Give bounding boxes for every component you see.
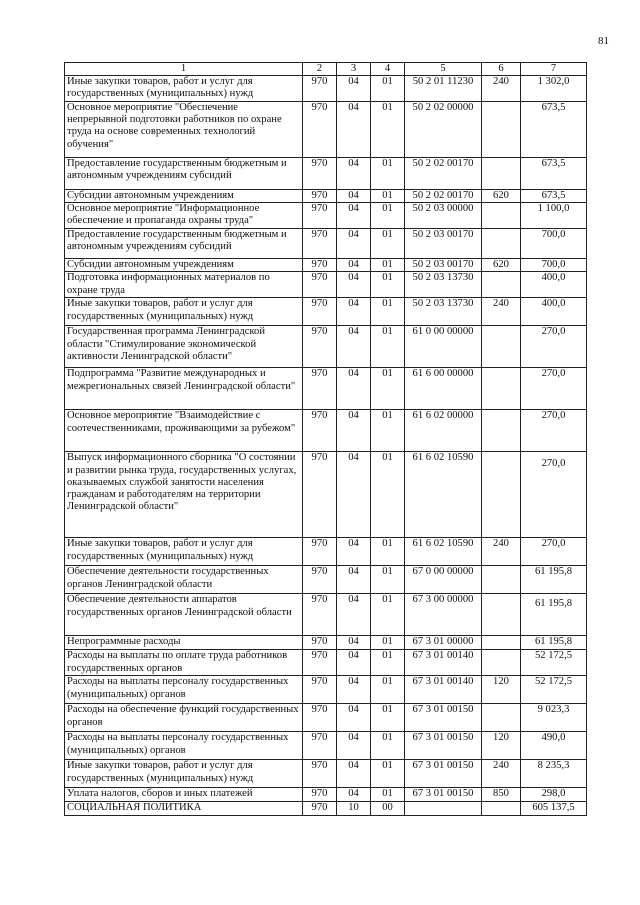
row-gr: 970 bbox=[303, 760, 337, 788]
row-pr: 01 bbox=[371, 704, 405, 732]
row-sum: 400,0 bbox=[521, 272, 587, 298]
row-gr: 970 bbox=[303, 732, 337, 760]
budget-table bbox=[64, 62, 587, 816]
row-csr: 50 2 03 00170 bbox=[405, 259, 482, 272]
row-csr: 50 2 03 00170 bbox=[405, 229, 482, 259]
row-sum: 270,0 bbox=[521, 410, 587, 452]
row-vr bbox=[482, 650, 521, 676]
row-csr: 50 2 02 00000 bbox=[405, 102, 482, 158]
row-rz: 04 bbox=[337, 452, 371, 538]
row-name: Расходы на выплаты персоналу государственных (муниципальных) органов bbox=[65, 676, 303, 704]
row-rz: 04 bbox=[337, 259, 371, 272]
row-csr: 50 2 01 11230 bbox=[405, 76, 482, 102]
row-gr: 970 bbox=[303, 636, 337, 650]
row-pr: 01 bbox=[371, 203, 405, 229]
table-row bbox=[65, 368, 587, 410]
row-sum: 270,0 bbox=[521, 326, 587, 368]
row-rz: 04 bbox=[337, 704, 371, 732]
row-vr bbox=[482, 102, 521, 158]
row-pr: 01 bbox=[371, 538, 405, 566]
row-vr bbox=[482, 410, 521, 452]
row-sum: 270,0 bbox=[521, 452, 587, 538]
row-gr: 970 bbox=[303, 190, 337, 203]
row-csr: 50 2 03 13730 bbox=[405, 298, 482, 326]
row-name: Предоставление государственным бюджетным и автономным учреждениям субсидий bbox=[65, 229, 303, 259]
row-name: Предоставление государственным бюджетным и автономным учреждениям субсидий bbox=[65, 158, 303, 190]
row-vr bbox=[482, 594, 521, 636]
row-csr: 50 2 03 00000 bbox=[405, 203, 482, 229]
row-rz: 04 bbox=[337, 229, 371, 259]
row-csr: 61 6 02 10590 bbox=[405, 452, 482, 538]
row-rz: 04 bbox=[337, 732, 371, 760]
row-rz: 04 bbox=[337, 190, 371, 203]
row-sum: 673,5 bbox=[521, 102, 587, 158]
row-csr: 67 3 01 00140 bbox=[405, 676, 482, 704]
row-gr: 970 bbox=[303, 368, 337, 410]
row-gr: 970 bbox=[303, 566, 337, 594]
row-pr: 01 bbox=[371, 650, 405, 676]
row-pr: 01 bbox=[371, 298, 405, 326]
header-col-3: 3 bbox=[337, 63, 371, 76]
row-rz: 04 bbox=[337, 636, 371, 650]
row-pr: 00 bbox=[371, 801, 405, 815]
row-vr bbox=[482, 704, 521, 732]
row-vr bbox=[482, 368, 521, 410]
row-sum: 490,0 bbox=[521, 732, 587, 760]
table-row bbox=[65, 326, 587, 368]
row-csr: 67 3 00 00000 bbox=[405, 594, 482, 636]
table-row bbox=[65, 272, 587, 298]
row-gr: 970 bbox=[303, 76, 337, 102]
row-vr: 240 bbox=[482, 298, 521, 326]
row-sum: 52 172,5 bbox=[521, 650, 587, 676]
row-vr bbox=[482, 566, 521, 594]
row-sum: 1 100,0 bbox=[521, 203, 587, 229]
row-vr: 850 bbox=[482, 788, 521, 801]
row-sum: 9 023,3 bbox=[521, 704, 587, 732]
row-gr: 970 bbox=[303, 538, 337, 566]
row-name: СОЦИАЛЬНАЯ ПОЛИТИКА bbox=[65, 801, 303, 815]
row-vr bbox=[482, 272, 521, 298]
row-name: Расходы на обеспечение функций государственных органов bbox=[65, 704, 303, 732]
row-name: Основное мероприятие "Обеспечение непрерывной подготовки работников по охране труда на основе современных технологий обучения" bbox=[65, 102, 303, 158]
row-gr: 970 bbox=[303, 272, 337, 298]
row-name: Субсидии автономным учреждениям bbox=[65, 190, 303, 203]
row-sum: 700,0 bbox=[521, 259, 587, 272]
row-gr: 970 bbox=[303, 259, 337, 272]
row-pr: 01 bbox=[371, 760, 405, 788]
row-name: Подготовка информационных материалов по охране труда bbox=[65, 272, 303, 298]
table-row bbox=[65, 410, 587, 452]
row-rz: 04 bbox=[337, 538, 371, 566]
row-pr: 01 bbox=[371, 190, 405, 203]
row-sum: 673,5 bbox=[521, 190, 587, 203]
table-row bbox=[65, 538, 587, 566]
row-pr: 01 bbox=[371, 229, 405, 259]
row-pr: 01 bbox=[371, 636, 405, 650]
row-rz: 04 bbox=[337, 76, 371, 102]
row-gr: 970 bbox=[303, 326, 337, 368]
row-sum: 700,0 bbox=[521, 229, 587, 259]
row-name: Уплата налогов, сборов и иных платежей bbox=[65, 788, 303, 801]
row-sum: 8 235,3 bbox=[521, 760, 587, 788]
row-csr: 67 3 01 00000 bbox=[405, 636, 482, 650]
row-rz: 04 bbox=[337, 272, 371, 298]
row-rz: 04 bbox=[337, 102, 371, 158]
row-rz: 04 bbox=[337, 650, 371, 676]
table-row bbox=[65, 229, 587, 259]
row-name: Иные закупки товаров, работ и услуг для государственных (муниципальных) нужд bbox=[65, 760, 303, 788]
row-name: Обеспечение деятельности аппаратов государственных органов Ленинградской области bbox=[65, 594, 303, 636]
table-row bbox=[65, 704, 587, 732]
header-row bbox=[65, 63, 587, 76]
row-rz: 04 bbox=[337, 566, 371, 594]
header-col-7: 7 bbox=[521, 63, 587, 76]
row-pr: 01 bbox=[371, 76, 405, 102]
row-pr: 01 bbox=[371, 566, 405, 594]
row-vr bbox=[482, 326, 521, 368]
row-sum: 605 137,5 bbox=[521, 801, 587, 815]
row-gr: 970 bbox=[303, 203, 337, 229]
table-row bbox=[65, 298, 587, 326]
table-row bbox=[65, 259, 587, 272]
row-csr: 67 3 01 00140 bbox=[405, 650, 482, 676]
row-name: Субсидии автономным учреждениям bbox=[65, 259, 303, 272]
row-sum: 270,0 bbox=[521, 368, 587, 410]
table-row bbox=[65, 760, 587, 788]
row-rz: 04 bbox=[337, 788, 371, 801]
row-gr: 970 bbox=[303, 298, 337, 326]
table-row bbox=[65, 203, 587, 229]
row-pr: 01 bbox=[371, 102, 405, 158]
row-vr bbox=[482, 452, 521, 538]
row-csr bbox=[405, 801, 482, 815]
row-gr: 970 bbox=[303, 704, 337, 732]
row-csr: 61 6 02 10590 bbox=[405, 538, 482, 566]
row-vr: 620 bbox=[482, 259, 521, 272]
row-csr: 61 6 00 00000 bbox=[405, 368, 482, 410]
row-sum: 61 195,8 bbox=[521, 636, 587, 650]
row-name: Обеспечение деятельности государственных органов Ленинградской области bbox=[65, 566, 303, 594]
table-row bbox=[65, 788, 587, 801]
row-pr: 01 bbox=[371, 326, 405, 368]
row-csr: 50 2 02 00170 bbox=[405, 190, 482, 203]
table-row bbox=[65, 102, 587, 158]
row-gr: 970 bbox=[303, 452, 337, 538]
row-vr bbox=[482, 801, 521, 815]
table-row bbox=[65, 594, 587, 636]
header-col-5: 5 bbox=[405, 63, 482, 76]
row-name: Непрограммные расходы bbox=[65, 636, 303, 650]
header-col-4: 4 bbox=[371, 63, 405, 76]
row-gr: 970 bbox=[303, 229, 337, 259]
row-name: Основное мероприятие "Взаимодействие с соотечественниками, проживающими за рубежом" bbox=[65, 410, 303, 452]
row-sum: 400,0 bbox=[521, 298, 587, 326]
row-name: Расходы на выплаты персоналу государственных (муниципальных) органов bbox=[65, 732, 303, 760]
row-sum: 52 172,5 bbox=[521, 676, 587, 704]
row-rz: 04 bbox=[337, 298, 371, 326]
row-pr: 01 bbox=[371, 158, 405, 190]
row-csr: 61 6 02 00000 bbox=[405, 410, 482, 452]
row-vr: 240 bbox=[482, 760, 521, 788]
table-row bbox=[65, 732, 587, 760]
row-pr: 01 bbox=[371, 788, 405, 801]
row-csr: 67 3 01 00150 bbox=[405, 788, 482, 801]
table-body bbox=[65, 76, 587, 816]
header-col-6: 6 bbox=[482, 63, 521, 76]
row-rz: 04 bbox=[337, 368, 371, 410]
row-csr: 50 2 03 13730 bbox=[405, 272, 482, 298]
row-rz: 04 bbox=[337, 760, 371, 788]
row-csr: 67 0 00 00000 bbox=[405, 566, 482, 594]
row-vr: 240 bbox=[482, 538, 521, 566]
row-pr: 01 bbox=[371, 259, 405, 272]
row-gr: 970 bbox=[303, 801, 337, 815]
table-row bbox=[65, 158, 587, 190]
row-name: Иные закупки товаров, работ и услуг для государственных (муниципальных) нужд bbox=[65, 538, 303, 566]
row-gr: 970 bbox=[303, 676, 337, 704]
row-rz: 04 bbox=[337, 326, 371, 368]
row-rz: 10 bbox=[337, 801, 371, 815]
table-row bbox=[65, 676, 587, 704]
row-vr: 620 bbox=[482, 190, 521, 203]
table-row bbox=[65, 650, 587, 676]
row-name: Расходы на выплаты по оплате труда работников государственных органов bbox=[65, 650, 303, 676]
table-row bbox=[65, 566, 587, 594]
row-rz: 04 bbox=[337, 676, 371, 704]
row-vr bbox=[482, 636, 521, 650]
header-col-2: 2 bbox=[303, 63, 337, 76]
row-gr: 970 bbox=[303, 594, 337, 636]
row-sum: 61 195,8 bbox=[521, 566, 587, 594]
row-pr: 01 bbox=[371, 272, 405, 298]
row-csr: 61 0 00 00000 bbox=[405, 326, 482, 368]
row-pr: 01 bbox=[371, 410, 405, 452]
row-vr: 120 bbox=[482, 676, 521, 704]
row-pr: 01 bbox=[371, 452, 405, 538]
table-row bbox=[65, 636, 587, 650]
row-csr: 67 3 01 00150 bbox=[405, 732, 482, 760]
row-vr bbox=[482, 229, 521, 259]
row-vr: 240 bbox=[482, 76, 521, 102]
row-name: Основное мероприятие "Информационное обеспечение и пропаганда охраны труда" bbox=[65, 203, 303, 229]
row-pr: 01 bbox=[371, 676, 405, 704]
table-row bbox=[65, 452, 587, 538]
row-gr: 970 bbox=[303, 650, 337, 676]
row-pr: 01 bbox=[371, 368, 405, 410]
table-row bbox=[65, 801, 587, 815]
row-csr: 67 3 01 00150 bbox=[405, 704, 482, 732]
row-sum: 298,0 bbox=[521, 788, 587, 801]
row-sum: 1 302,0 bbox=[521, 76, 587, 102]
row-gr: 970 bbox=[303, 410, 337, 452]
row-gr: 970 bbox=[303, 102, 337, 158]
row-sum: 673,5 bbox=[521, 158, 587, 190]
row-vr: 120 bbox=[482, 732, 521, 760]
row-name: Государственная программа Ленинградской области "Стимулирование экономической активности Ленинградской области" bbox=[65, 326, 303, 368]
row-gr: 970 bbox=[303, 158, 337, 190]
table-row bbox=[65, 190, 587, 203]
row-vr bbox=[482, 158, 521, 190]
row-name: Подпрограмма "Развитие международных и межрегиональных связей Ленинградской области" bbox=[65, 368, 303, 410]
row-pr: 01 bbox=[371, 594, 405, 636]
row-pr: 01 bbox=[371, 732, 405, 760]
row-gr: 970 bbox=[303, 788, 337, 801]
page-number: 81 bbox=[598, 35, 609, 47]
row-rz: 04 bbox=[337, 594, 371, 636]
row-name: Иные закупки товаров, работ и услуг для государственных (муниципальных) нужд bbox=[65, 76, 303, 102]
header-col-1: 1 bbox=[65, 63, 303, 76]
row-sum: 270,0 bbox=[521, 538, 587, 566]
row-csr: 67 3 01 00150 bbox=[405, 760, 482, 788]
row-name: Выпуск информационного сборника "О состоянии и развитии рынка труда, государственных услугах, оказываемых службой занятости населения гражданам и работодателям на территории Ленинградской области" bbox=[65, 452, 303, 538]
table-row bbox=[65, 76, 587, 102]
row-csr: 50 2 02 00170 bbox=[405, 158, 482, 190]
row-rz: 04 bbox=[337, 158, 371, 190]
row-vr bbox=[482, 203, 521, 229]
row-rz: 04 bbox=[337, 410, 371, 452]
row-rz: 04 bbox=[337, 203, 371, 229]
row-sum: 61 195,8 bbox=[521, 594, 587, 636]
row-name: Иные закупки товаров, работ и услуг для государственных (муниципальных) нужд bbox=[65, 298, 303, 326]
